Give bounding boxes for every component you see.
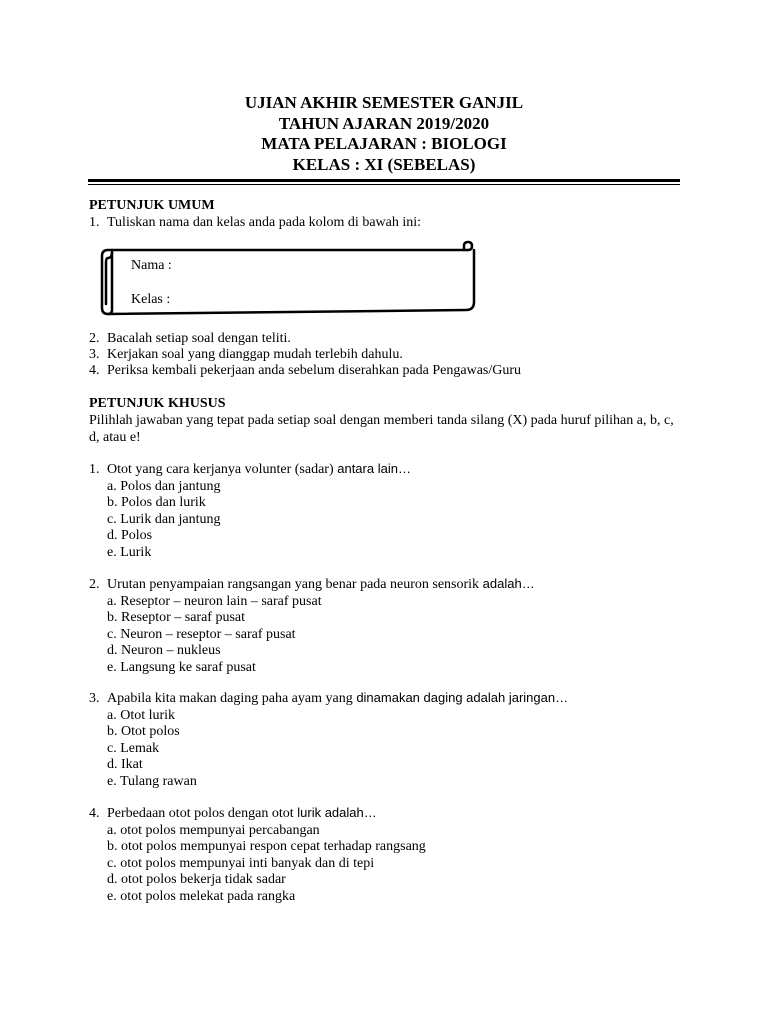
umum-item-4-text: Periksa kembali pekerjaan anda sebelum diserahkan pada Pengawas/Guru: [107, 363, 522, 378]
question-3-tail: dinamakan daging adalah jaringan…: [352, 690, 569, 705]
question-4-stem: [89, 805, 426, 823]
question-2: [89, 576, 535, 676]
header-rule-thick: [88, 179, 680, 182]
question-1-stem: [89, 461, 411, 479]
question-4-option-e: e. otot polos melekat pada rangka: [107, 888, 296, 904]
question-1-number: 1.: [89, 462, 100, 477]
question-4-text: Perbedaan otot polos dengan otot: [107, 806, 294, 821]
question-3-text: Apabila kita makan daging paha ayam yang: [107, 691, 353, 706]
question-3-stem: [89, 690, 568, 708]
header-title: UJIAN AKHIR SEMESTER GANJIL: [244, 93, 524, 112]
question-1-option-d: d. Polos: [107, 528, 153, 543]
question-2-tail: adalah…: [479, 576, 535, 591]
umum-item-3-text: Kerjakan soal yang dianggap mudah terlebih dahulu.: [107, 347, 403, 362]
question-3-option-a: a. Otot lurik: [107, 707, 176, 723]
umum-item-4-number: 4.: [89, 363, 100, 378]
question-3-number: 3.: [89, 691, 100, 706]
question-4-option-b: b. otot polos mempunyai respon cepat terhadap rangsang: [107, 839, 426, 854]
umum-item-2-number: 2.: [89, 331, 100, 346]
question-1-option-a: a. Polos dan jantung: [107, 478, 221, 494]
form-nama-label: Nama :: [131, 258, 172, 273]
question-2-option-c: c. Neuron – reseptor – saraf pusat: [107, 626, 296, 642]
question-1-option-c: c. Lurik dan jantung: [107, 511, 221, 527]
question-1: [89, 461, 411, 561]
question-4-option-a: a. otot polos mempunyai percabangan: [107, 822, 320, 838]
umum-item-1-text: Tuliskan nama dan kelas anda pada kolom di bawah ini:: [107, 215, 422, 230]
petunjuk-khusus-text: Pilihlah jawaban yang tepat pada setiap soal dengan memberi tanda silang (X) pada huruf pilihan a, b, c, d, atau e!: [89, 413, 674, 445]
umum-item-4: [89, 363, 521, 380]
question-2-number: 2.: [89, 577, 100, 592]
petunjuk-umum-title: PETUNJUK UMUM: [89, 198, 215, 213]
question-3-option-b: b. Otot polos: [107, 724, 180, 739]
question-1-option-b: b. Polos dan lurik: [107, 495, 206, 510]
question-3-option-c: c. Lemak: [107, 740, 160, 756]
question-2-option-d: d. Neuron – nukleus: [107, 643, 221, 658]
question-3-option-d: d. Ikat: [107, 757, 143, 772]
petunjuk-khusus-title: PETUNJUK KHUSUS: [89, 396, 226, 411]
question-4-tail: lurik adalah…: [293, 805, 377, 820]
question-1-text: Otot yang cara kerjanya volunter (sadar): [107, 462, 334, 477]
question-4-option-d: d. otot polos bekerja tidak sadar: [107, 872, 286, 887]
question-2-text: Urutan penyampaian rangsangan yang benar pada neuron sensorik: [107, 577, 480, 592]
exam-header: [0, 93, 768, 175]
umum-item-3: [89, 347, 403, 364]
question-3: [89, 690, 568, 790]
umum-item-2: [89, 331, 291, 348]
question-3-option-e: e. Tulang rawan: [107, 773, 197, 789]
umum-item-2-text: Bacalah setiap soal dengan teliti.: [107, 331, 291, 346]
header-subject: MATA PELAJARAN : BIOLOGI: [261, 134, 507, 153]
header-year: TAHUN AJARAN 2019/2020: [278, 113, 490, 133]
header-class: KELAS : XI (SEBELAS): [292, 154, 476, 174]
question-2-option-e: e. Langsung ke saraf pusat: [107, 659, 256, 675]
question-4-number: 4.: [89, 806, 100, 821]
form-kelas-label: Kelas :: [131, 292, 171, 307]
umum-item-1: [89, 215, 421, 232]
umum-item-3-number: 3.: [89, 347, 100, 362]
question-4-option-c: c. otot polos mempunyai inti banyak dan di tepi: [107, 855, 375, 871]
umum-item-1-number: 1.: [89, 215, 100, 230]
question-2-option-a: a. Reseptor – neuron lain – saraf pusat: [107, 593, 322, 609]
question-2-stem: [89, 576, 535, 594]
question-1-option-e: e. Lurik: [107, 544, 152, 560]
question-4: [89, 805, 426, 905]
question-2-option-b: b. Reseptor – saraf pusat: [107, 610, 246, 625]
question-1-tail: antara lain…: [333, 461, 411, 476]
header-rule-thin: [88, 184, 680, 185]
